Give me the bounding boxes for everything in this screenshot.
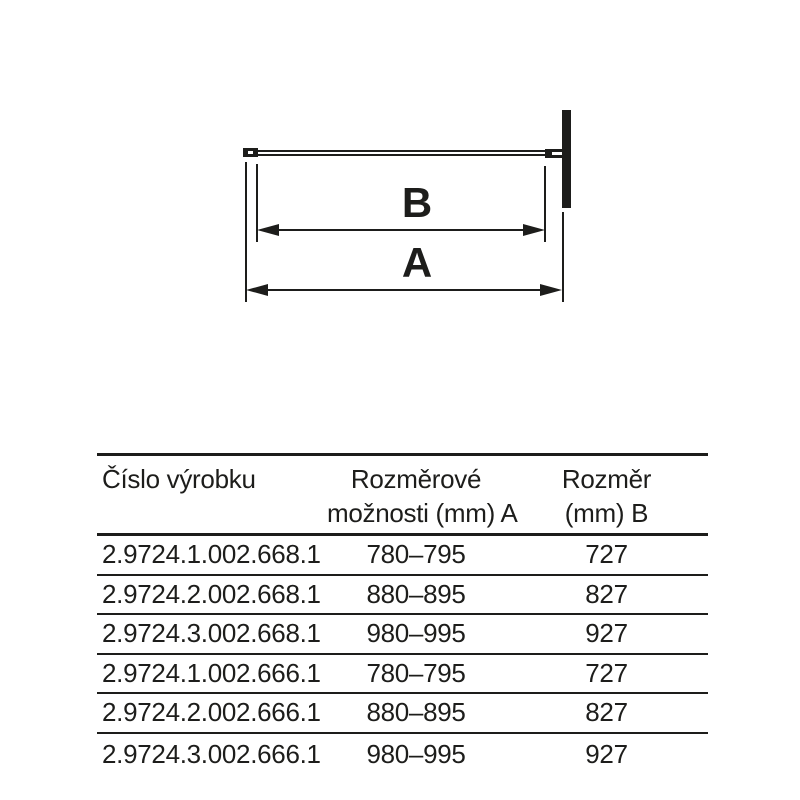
dimension-b-line <box>273 229 529 231</box>
cell-product-number: 2.9724.2.002.668.1 <box>102 578 321 609</box>
product-spec-table <box>97 453 708 776</box>
cell-dimension-b: 827 <box>585 578 628 609</box>
extension-line-a-right <box>562 212 564 302</box>
cell-dimension-b: 827 <box>585 697 628 728</box>
cell-dimension-b: 727 <box>585 657 628 688</box>
table-row <box>97 615 708 655</box>
cell-range-a: 880–895 <box>366 697 466 728</box>
dimension-b-label: B <box>401 179 433 226</box>
cell-product-number: 2.9724.3.002.666.1 <box>102 739 321 769</box>
table-row <box>97 734 708 776</box>
left-end-fitting-slot <box>248 151 253 154</box>
dimension-a-label: A <box>401 239 433 286</box>
dimension-a-line <box>262 289 546 291</box>
dimension-b-arrowhead-right <box>523 224 545 236</box>
cell-range-a: 880–895 <box>366 578 466 609</box>
cell-range-a: 980–995 <box>366 739 466 769</box>
glass-panel-line <box>257 150 547 156</box>
table-header-row <box>97 453 708 536</box>
table-row <box>97 576 708 616</box>
header-dimension-b-line1: Rozměr <box>561 464 652 494</box>
dimension-b <box>257 224 545 236</box>
cell-dimension-b: 927 <box>585 618 628 649</box>
table-row <box>97 655 708 695</box>
table-row <box>97 536 708 576</box>
wall-profile-bar <box>562 110 571 208</box>
header-dimension-b-line2: (mm) B <box>564 498 649 528</box>
cell-product-number: 2.9724.3.002.668.1 <box>102 618 321 649</box>
cell-range-a: 980–995 <box>366 618 466 649</box>
header-cell-dimension-b <box>505 462 708 533</box>
cell-dimension-b: 727 <box>585 539 628 570</box>
cell-dimension-b: 927 <box>585 739 628 769</box>
extension-line-a-left <box>245 162 247 302</box>
cell-product-number: 2.9724.1.002.668.1 <box>102 539 321 570</box>
header-cell-dimension-a <box>327 462 518 533</box>
cell-range-a: 780–795 <box>366 539 466 570</box>
wall-bracket-slot <box>552 152 562 155</box>
cell-product-number: 2.9724.2.002.666.1 <box>102 697 321 728</box>
header-dimension-a-line1: Rozměrové <box>350 464 482 494</box>
header-dimension-a-line2: možnosti (mm) A <box>327 498 518 528</box>
table-row <box>97 694 708 734</box>
dimension-a-arrowhead-right <box>540 284 562 296</box>
cell-range-a: 780–795 <box>366 657 466 688</box>
header-cell-product-number <box>97 462 327 533</box>
header-product-number-line1: Číslo výrobku <box>102 464 256 494</box>
cell-product-number: 2.9724.1.002.666.1 <box>102 657 321 688</box>
